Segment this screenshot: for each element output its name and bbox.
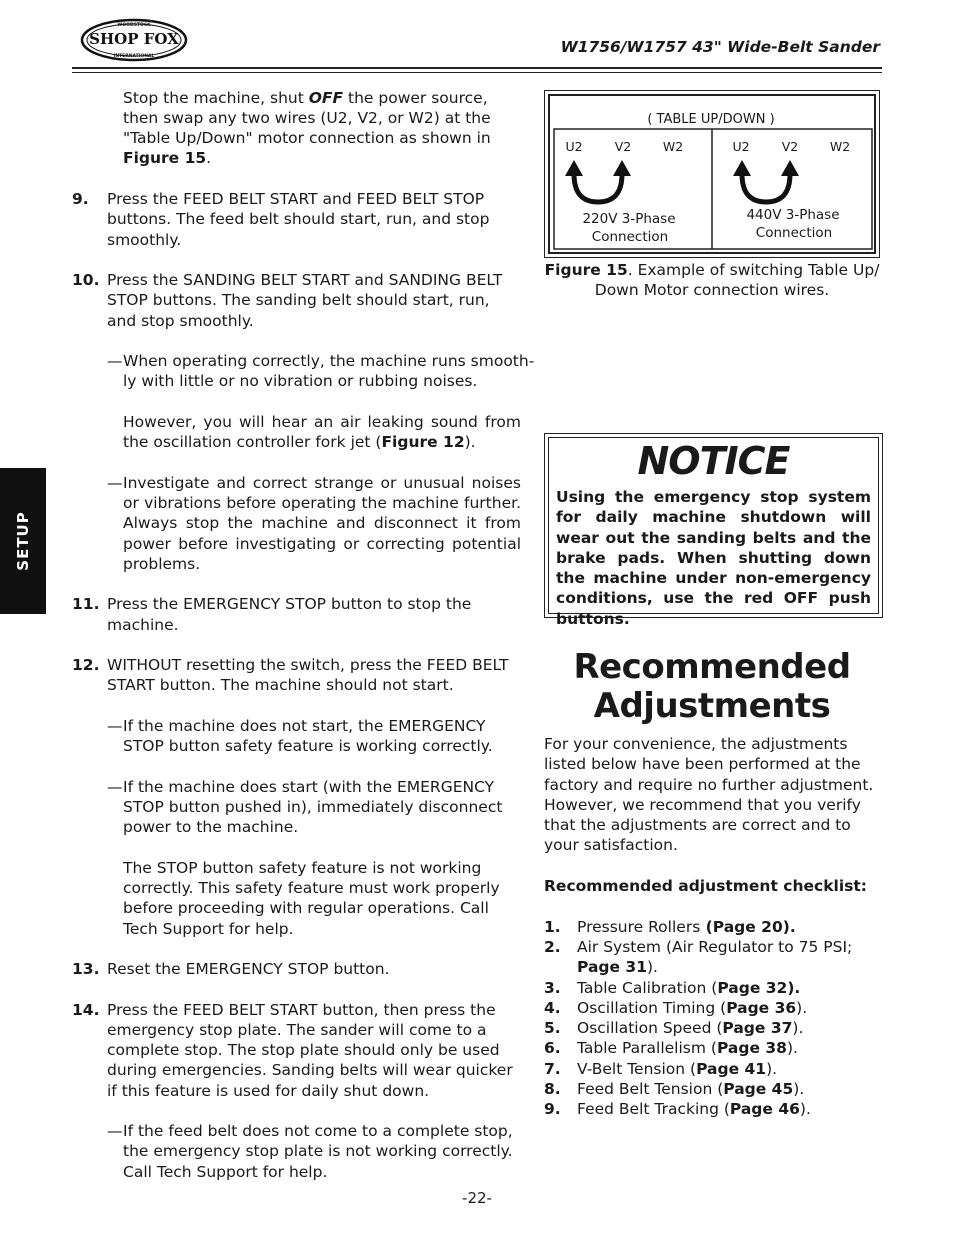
step-14-line: complete stop. The stop plate should only be used <box>107 1041 500 1059</box>
step-10-line: STOP buttons. The sanding belt should start, run, <box>107 291 490 309</box>
step-12-line: WITHOUT resetting the switch, press the FEED BELT <box>107 656 509 674</box>
bullet-extra-line: The STOP button safety feature is not working <box>123 859 482 877</box>
intro-line: However, we recommend that you verify <box>544 796 861 814</box>
intro-line: "Table Up/Down" motor connection as shown in <box>123 129 491 147</box>
wiring-diagram <box>544 90 880 258</box>
checklist-number: 8. <box>544 1080 561 1098</box>
connection-label: Connection <box>591 229 669 245</box>
checklist-number: 5. <box>544 1019 561 1037</box>
bullet-line: problems. <box>123 555 201 573</box>
checklist-number: 7. <box>544 1060 561 1078</box>
terminal-label: U2 <box>565 139 583 154</box>
bullet-line: ly with little or no vibration or rubbing noises. <box>123 372 478 390</box>
checklist-number: 6. <box>544 1039 561 1057</box>
arrow-up-icon <box>733 160 751 176</box>
intro-line: listed below have been performed at the <box>544 755 861 773</box>
terminal-label: U2 <box>732 139 750 154</box>
bullet-line: When operating correctly, the machine runs smooth- <box>123 352 535 370</box>
connection-label: 440V 3-Phase <box>746 207 840 223</box>
bullet-extra-line: However, you will hear an air leaking sound from <box>123 413 521 431</box>
checklist-item: Table Parallelism (Page 38). <box>577 1039 798 1057</box>
step-12-line: START button. The machine should not start. <box>107 676 454 694</box>
step-9-line: buttons. The feed belt should start, run, and stop <box>107 210 490 228</box>
bullet-extra-line: correctly. This safety feature must work properly <box>123 879 500 897</box>
checklist-item: Oscillation Timing (Page 36). <box>577 999 808 1017</box>
figure-ref: Figure 12 <box>381 433 465 451</box>
bullet-line: the emergency stop plate is not working correctly. <box>123 1142 513 1160</box>
step-11-line: Press the EMERGENCY STOP button to stop the <box>107 595 472 613</box>
intro-line: your satisfaction. <box>544 836 678 854</box>
step-14-line: Press the FEED BELT START button, then press the <box>107 1001 496 1019</box>
bullet-line: Always stop the machine and disconnect it from <box>123 514 521 532</box>
bullet-line: If the machine does not start, the EMERGENCY <box>123 717 486 735</box>
bullet-line: If the feed belt does not come to a complete stop, <box>123 1122 513 1140</box>
bullet-dash: — <box>107 717 123 735</box>
bullet-dash: — <box>107 352 123 370</box>
step-number: 10. <box>72 271 100 289</box>
checklist-number: 2. <box>544 938 561 956</box>
notice-body: Using the emergency stop system for daily machine shutdown will wear out the sanding belts and the brake pads. When shutting down the machine under non-emergency conditions, use the red OFF push buttons. <box>556 488 871 628</box>
intro-line: factory and require no further adjustment. <box>544 776 874 794</box>
diagram-label: ( TABLE UP/DOWN ) <box>647 112 775 127</box>
connection-label: Connection <box>755 225 833 241</box>
checklist-item: Feed Belt Tracking (Page 46). <box>577 1100 811 1118</box>
figure-ref: Figure 15 <box>123 149 207 167</box>
step-9-line: smoothly. <box>107 231 182 249</box>
bullet-line: STOP button safety feature is working correctly. <box>123 737 493 755</box>
terminal-label: W2 <box>662 139 684 154</box>
intro-line: For your convenience, the adjustments <box>544 735 848 753</box>
bullet-line: Investigate and correct strange or unusual noises <box>123 474 521 492</box>
checklist-item: V-Belt Tension (Page 41). <box>577 1060 778 1078</box>
connection-label: 220V 3-Phase <box>582 211 676 227</box>
arrow-up-icon <box>781 160 799 176</box>
bullet-line: Call Tech Support for help. <box>123 1163 328 1181</box>
step-10-line: and stop smoothly. <box>107 312 254 330</box>
header-rule-thin <box>72 72 882 73</box>
bullet-extra-line: the oscillation controller fork jet (Figure 12). <box>123 433 476 451</box>
intro-line: that the adjustments are correct and to <box>544 816 851 834</box>
step-14-line: if this feature is used for daily shut down. <box>107 1082 430 1100</box>
step-11-line: machine. <box>107 616 179 634</box>
step-10-line: Press the SANDING BELT START and SANDING BELT <box>107 271 503 289</box>
figure-caption: Figure 15. Example of switching Table Up/ Down Motor connection wires. <box>544 261 880 300</box>
step-14-line: emergency stop plate. The sander will come to a <box>107 1021 487 1039</box>
checklist-item: Air System (Air Regulator to 75 PSI; <box>577 938 853 956</box>
manual-title: W1756/W1757 43" Wide-Belt Sander <box>560 38 880 56</box>
page-number: -22- <box>462 1189 492 1207</box>
checklist-item-cont: Page 31). <box>577 958 658 976</box>
header-rule <box>72 67 882 69</box>
bullet-dash: — <box>107 474 123 492</box>
step-number: 11. <box>72 595 100 613</box>
bullet-dash: — <box>107 1122 123 1140</box>
step-number: 14. <box>72 1001 100 1019</box>
checklist-number: 1. <box>544 918 561 936</box>
bullet-line: power before investigating or correcting potential <box>123 535 521 553</box>
terminal-label: V2 <box>781 139 799 154</box>
section-tab-label: SETUP <box>13 511 32 571</box>
bullet-line: or vibrations before operating the machine further. <box>123 494 521 512</box>
bullet-line: If the machine does start (with the EMERGENCY <box>123 778 495 796</box>
section-heading: Recommended Adjustments <box>573 647 851 726</box>
checklist-item: Table Calibration (Page 32). <box>577 979 801 997</box>
checklist-heading: Recommended adjustment checklist: <box>544 877 867 895</box>
intro-line: Figure 15. <box>123 149 212 167</box>
step-13-line: Reset the EMERGENCY STOP button. <box>107 960 390 978</box>
checklist-number: 4. <box>544 999 561 1017</box>
step-9-line: Press the FEED BELT START and FEED BELT STOP <box>107 190 485 208</box>
arrow-up-icon <box>613 160 631 176</box>
checklist-number: 9. <box>544 1100 561 1118</box>
section-tab <box>0 468 46 614</box>
terminal-label: V2 <box>614 139 632 154</box>
logo-arc-top: WOODSTOCK <box>117 23 151 28</box>
checklist-item: Feed Belt Tension (Page 45). <box>577 1080 805 1098</box>
arrow-up-icon <box>565 160 583 176</box>
logo-arc-bottom: INTERNATIONAL <box>113 54 155 59</box>
bullet-extra-line: Tech Support for help. <box>123 920 294 938</box>
terminal-label: W2 <box>829 139 851 154</box>
step-14-line: during emergencies. Sanding belts will wear quicker <box>107 1061 513 1079</box>
checklist-number: 3. <box>544 979 561 997</box>
step-number: 13. <box>72 960 100 978</box>
checklist-item: Pressure Rollers (Page 20). <box>577 918 796 936</box>
intro-line: Stop the machine, shut OFF the power source, <box>123 89 488 107</box>
bullet-extra-line: before proceeding with regular operations. Call <box>123 899 489 917</box>
bullet-dash: — <box>107 778 123 796</box>
bullet-line: power to the machine. <box>123 818 299 836</box>
checklist-item: Oscillation Speed (Page 37). <box>577 1019 804 1037</box>
intro-line: then swap any two wires (U2, V2, or W2) at the <box>123 109 491 127</box>
step-number: 12. <box>72 656 100 674</box>
bullet-line: STOP button pushed in), immediately disconnect <box>123 798 503 816</box>
shop-fox-logo <box>80 18 188 62</box>
step-number: 9. <box>72 190 89 208</box>
logo-text: SHOP FOX <box>89 30 179 48</box>
notice-title: NOTICE <box>637 439 790 483</box>
